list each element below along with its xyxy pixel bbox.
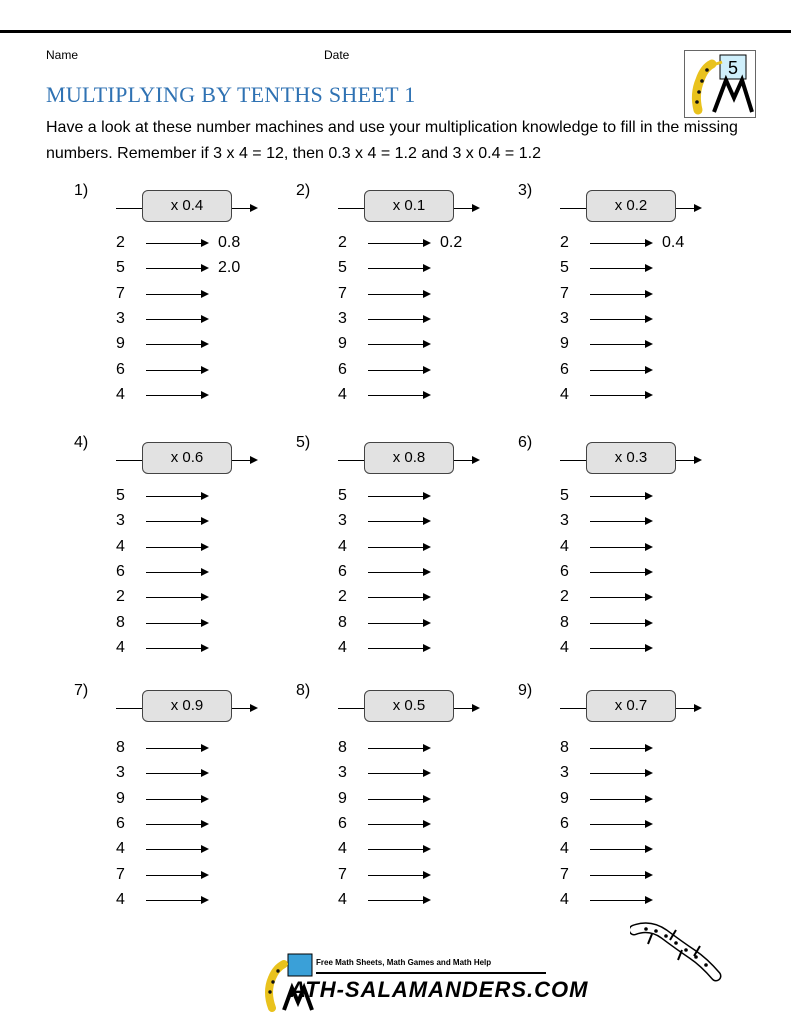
row-arrow (146, 648, 202, 649)
row-arrow (146, 243, 202, 244)
row-arrow (590, 648, 646, 649)
input-value: 5 (560, 259, 569, 277)
input-value: 4 (338, 840, 347, 858)
row-arrow (146, 623, 202, 624)
row-arrow (146, 773, 202, 774)
input-value: 4 (338, 638, 347, 656)
row-arrow (368, 849, 424, 850)
input-value: 5 (338, 259, 347, 277)
row-arrow (590, 319, 646, 320)
number-machine-9 (518, 682, 738, 912)
input-value: 2 (338, 588, 347, 606)
row-arrow (146, 521, 202, 522)
input-value: 7 (338, 865, 347, 883)
row-arrow (146, 597, 202, 598)
input-value: 9 (560, 335, 569, 353)
row-arrow (590, 623, 646, 624)
input-value: 8 (116, 613, 125, 631)
input-value: 3 (560, 764, 569, 782)
machine-operation-box: x 0.9 (142, 690, 232, 722)
machine-row (518, 258, 738, 283)
machine-row (296, 839, 516, 864)
input-value: 4 (560, 840, 569, 858)
row-arrow (590, 773, 646, 774)
input-value: 6 (560, 814, 569, 832)
machine-row (74, 587, 294, 612)
machine-number: 5) (296, 434, 311, 451)
input-value: 2 (560, 234, 569, 251)
row-arrow (368, 648, 424, 649)
input-value: 3 (560, 309, 569, 327)
row-arrow (368, 370, 424, 371)
input-value: 6 (116, 360, 125, 378)
row-arrow (590, 597, 646, 598)
input-value: 6 (560, 562, 569, 580)
input-value: 6 (116, 562, 125, 580)
machine-row (518, 309, 738, 334)
row-arrow (590, 799, 646, 800)
input-value: 9 (560, 789, 569, 807)
row-arrow (146, 319, 202, 320)
machine-row (296, 486, 516, 511)
machine-row (74, 258, 294, 283)
machine-row (296, 233, 516, 258)
input-value: 3 (116, 309, 125, 327)
input-value: 4 (116, 537, 125, 555)
input-value: 4 (560, 890, 569, 908)
input-value: 4 (560, 638, 569, 656)
input-value: 6 (338, 814, 347, 832)
machine-row (74, 890, 294, 915)
input-value: 2 (338, 234, 347, 251)
input-value: 8 (338, 613, 347, 631)
row-arrow (590, 875, 646, 876)
machine-row (296, 562, 516, 587)
input-value: 9 (116, 789, 125, 807)
footer-rule (316, 972, 546, 974)
input-value: 5 (116, 259, 125, 277)
input-value: 3 (116, 512, 125, 530)
machine-row (518, 613, 738, 638)
row-arrow (146, 547, 202, 548)
machine-row (296, 814, 516, 839)
row-arrow (368, 496, 424, 497)
machine-row (74, 865, 294, 890)
machine-operation-box: x 0.8 (364, 442, 454, 474)
machine-row (74, 537, 294, 562)
machine-row (296, 385, 516, 410)
row-arrow (368, 597, 424, 598)
machine-row (518, 814, 738, 839)
row-arrow (368, 344, 424, 345)
row-arrow (368, 900, 424, 901)
input-value: 4 (338, 537, 347, 555)
input-value: 9 (338, 789, 347, 807)
machine-row (518, 233, 738, 258)
input-value: 5 (560, 487, 569, 504)
machine-row (74, 309, 294, 334)
input-value: 7 (116, 865, 125, 883)
machine-row (518, 839, 738, 864)
row-arrow (590, 824, 646, 825)
row-arrow (146, 496, 202, 497)
machine-row (296, 890, 516, 915)
input-value: 5 (338, 487, 347, 504)
machine-row (296, 587, 516, 612)
machine-row (296, 763, 516, 788)
footer-logo (250, 952, 589, 1012)
machine-row (74, 360, 294, 385)
machine-operation-box: x 0.6 (142, 442, 232, 474)
machine-row (518, 789, 738, 814)
machine-row (296, 537, 516, 562)
number-machine-2 (296, 182, 516, 412)
machine-row (518, 638, 738, 663)
machine-row (74, 814, 294, 839)
salamander-grade-logo-icon (684, 50, 756, 118)
row-arrow (590, 572, 646, 573)
input-value: 9 (116, 335, 125, 353)
row-arrow (368, 547, 424, 548)
input-value: 4 (116, 890, 125, 908)
machine-row (518, 511, 738, 536)
row-arrow (590, 496, 646, 497)
date-label: Date (324, 48, 350, 62)
machine-row (74, 613, 294, 638)
input-value: 4 (560, 537, 569, 555)
number-machine-3 (518, 182, 738, 412)
machine-row (518, 890, 738, 915)
input-value: 7 (560, 284, 569, 302)
row-arrow (368, 824, 424, 825)
machine-number: 1) (74, 182, 89, 199)
input-value: 8 (338, 739, 347, 756)
machine-row (74, 284, 294, 309)
name-label: Name (46, 48, 79, 62)
row-arrow (146, 849, 202, 850)
input-value: 8 (116, 739, 125, 756)
footer-tagline: Free Math Sheets, Math Games and Math Help (316, 958, 492, 967)
row-arrow (146, 344, 202, 345)
answer-field[interactable]: 0.8 (218, 234, 241, 251)
machine-row (518, 537, 738, 562)
instructions-text: Have a look at these number machines and use your multiplication knowledge to fill in the missing numbers. Remember if 3 x 4 = 12, then 0.3 x 4 = 1.2 and 3 x 0.4 = 1.2 (46, 119, 738, 162)
machine-row (74, 638, 294, 663)
row-arrow (146, 748, 202, 749)
row-arrow (368, 243, 424, 244)
machine-operation-box: x 0.3 (586, 442, 676, 474)
machine-number: 9) (518, 682, 533, 699)
machine-row (74, 562, 294, 587)
input-value: 7 (560, 865, 569, 883)
row-arrow (368, 294, 424, 295)
row-arrow (368, 268, 424, 269)
machine-number: 6) (518, 434, 533, 451)
row-arrow (368, 319, 424, 320)
row-arrow (146, 572, 202, 573)
machine-row (518, 360, 738, 385)
machine-row (518, 738, 738, 763)
row-arrow (146, 268, 202, 269)
answer-field[interactable]: 2.0 (218, 259, 241, 277)
number-machine-6 (518, 434, 738, 664)
machine-row (74, 486, 294, 511)
input-value: 6 (338, 562, 347, 580)
number-machine-7 (74, 682, 294, 912)
input-value: 3 (338, 512, 347, 530)
input-value: 6 (338, 360, 347, 378)
machine-row (296, 638, 516, 663)
machine-row (518, 763, 738, 788)
input-value: 6 (560, 360, 569, 378)
machine-operation-box: x 0.4 (142, 190, 232, 222)
machine-number: 8) (296, 682, 311, 699)
row-arrow (146, 875, 202, 876)
row-arrow (146, 824, 202, 825)
row-arrow (590, 243, 646, 244)
row-arrow (368, 799, 424, 800)
machine-number: 7) (74, 682, 89, 699)
input-value: 2 (116, 234, 125, 251)
machine-operation-box: x 0.2 (586, 190, 676, 222)
machine-number: 3) (518, 182, 533, 199)
machine-row (296, 865, 516, 890)
machine-row (74, 385, 294, 410)
machine-row (296, 511, 516, 536)
input-value: 9 (338, 335, 347, 353)
row-arrow (368, 773, 424, 774)
row-arrow (146, 799, 202, 800)
row-arrow (368, 395, 424, 396)
input-value: 4 (338, 890, 347, 908)
input-value: 3 (338, 309, 347, 327)
row-arrow (146, 370, 202, 371)
machine-row (74, 839, 294, 864)
machine-row (518, 334, 738, 359)
machine-row (74, 511, 294, 536)
input-value: 4 (338, 385, 347, 403)
machine-row (518, 385, 738, 410)
machine-row (74, 738, 294, 763)
top-rule (0, 30, 791, 33)
machine-row (296, 258, 516, 283)
machine-row (296, 613, 516, 638)
row-arrow (146, 395, 202, 396)
grade-badge-number: 5 (727, 58, 739, 78)
row-arrow (590, 748, 646, 749)
row-arrow (590, 370, 646, 371)
machine-row (296, 360, 516, 385)
machine-row (518, 562, 738, 587)
machine-operation-box: x 0.7 (586, 690, 676, 722)
machine-number: 2) (296, 182, 311, 199)
machine-row (518, 284, 738, 309)
machine-number: 4) (74, 434, 89, 451)
input-value: 7 (116, 284, 125, 302)
machine-row (518, 865, 738, 890)
machine-row (518, 587, 738, 612)
row-arrow (590, 547, 646, 548)
input-value: 4 (116, 840, 125, 858)
input-value: 4 (116, 385, 125, 403)
number-machine-1 (74, 182, 294, 412)
row-arrow (590, 900, 646, 901)
input-value: 2 (560, 588, 569, 606)
input-value: 3 (116, 764, 125, 782)
row-arrow (590, 521, 646, 522)
input-value: 8 (560, 739, 569, 756)
machine-row (296, 789, 516, 814)
input-value: 3 (338, 764, 347, 782)
machine-row (74, 789, 294, 814)
row-arrow (590, 395, 646, 396)
row-arrow (368, 875, 424, 876)
row-arrow (590, 294, 646, 295)
input-value: 6 (116, 814, 125, 832)
input-value: 4 (560, 385, 569, 403)
number-machine-5 (296, 434, 516, 664)
row-arrow (146, 900, 202, 901)
machine-row (518, 486, 738, 511)
number-machine-8 (296, 682, 516, 912)
input-value: 5 (116, 487, 125, 504)
row-arrow (146, 294, 202, 295)
row-arrow (368, 521, 424, 522)
machine-row (296, 284, 516, 309)
machine-row (74, 763, 294, 788)
machine-row (74, 334, 294, 359)
input-value: 7 (338, 284, 347, 302)
row-arrow (590, 268, 646, 269)
input-value: 3 (560, 512, 569, 530)
machine-row (74, 233, 294, 258)
input-value: 8 (560, 613, 569, 631)
input-value: 4 (116, 638, 125, 656)
number-machine-4 (74, 434, 294, 664)
row-arrow (368, 623, 424, 624)
page-title: MULTIPLYING BY TENTHS SHEET 1 (46, 82, 416, 107)
machine-row (296, 334, 516, 359)
machine-row (296, 738, 516, 763)
footer-site-name: ATH-SALAMANDERS.COM (290, 977, 589, 1002)
answer-field[interactable]: 0.2 (440, 234, 463, 251)
salamander-icon (630, 920, 722, 982)
row-arrow (590, 344, 646, 345)
row-arrow (590, 849, 646, 850)
input-value: 2 (116, 588, 125, 606)
row-arrow (368, 748, 424, 749)
row-arrow (368, 572, 424, 573)
machine-row (296, 309, 516, 334)
machine-operation-box: x 0.5 (364, 690, 454, 722)
machine-operation-box: x 0.1 (364, 190, 454, 222)
answer-field[interactable]: 0.4 (662, 234, 685, 251)
